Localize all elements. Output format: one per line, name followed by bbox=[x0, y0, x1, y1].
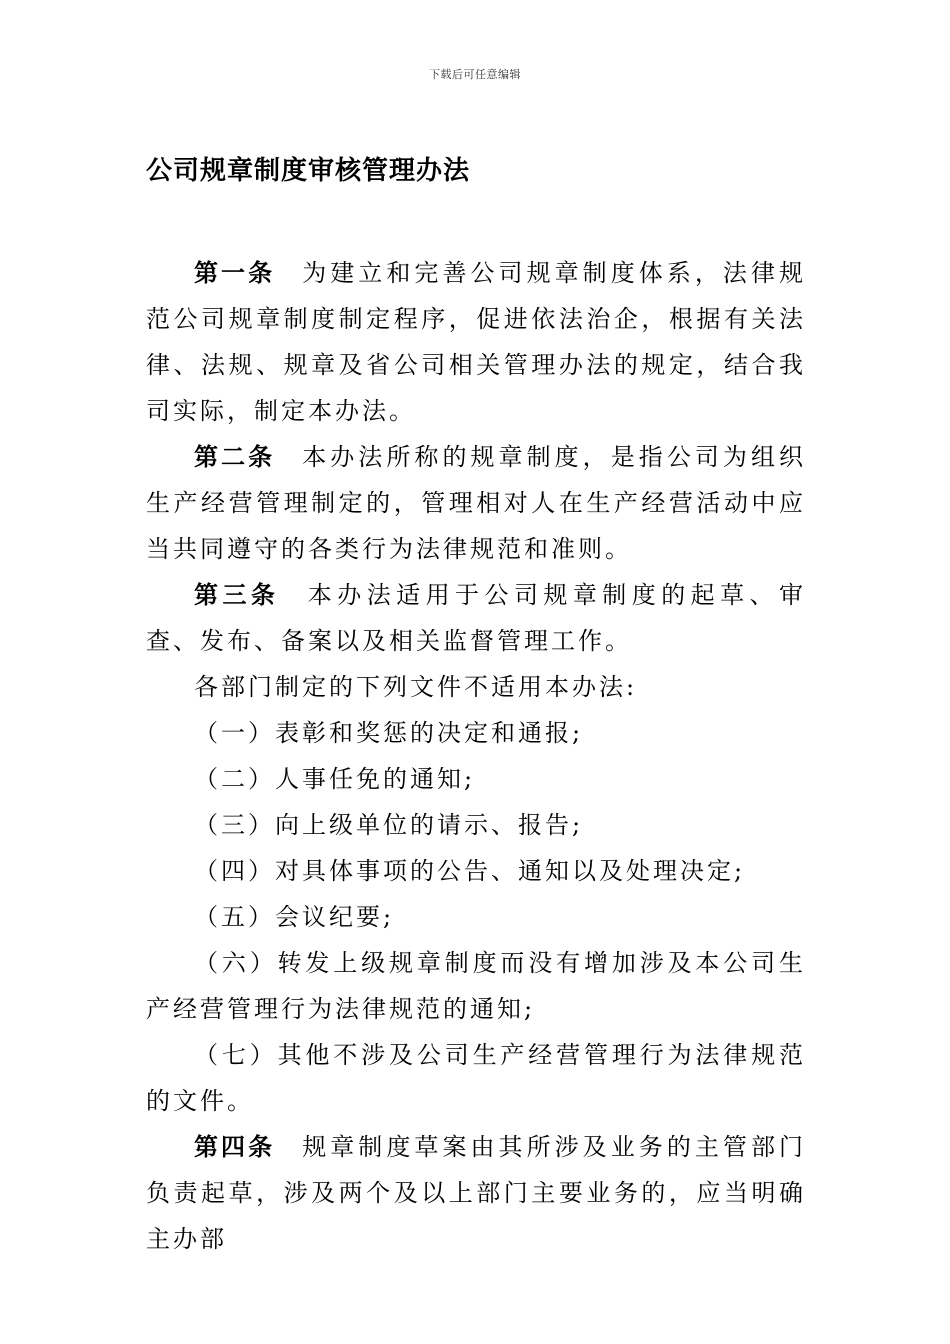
exclusion-item-2: （二）人事任免的通知; bbox=[194, 765, 476, 793]
article-3-text: 本办法适用于公司规章制度的起草、审查、发布、备案以及相关监督管理工作。 bbox=[146, 581, 807, 655]
exclusion-item-6: （六）转发上级规章制度而没有增加涉及本公司生产经营管理行为法律规范的通知; bbox=[146, 949, 806, 1023]
exclusion-item-7: （七）其他不涉及公司生产经营管理行为法律规范的文件。 bbox=[146, 1041, 806, 1115]
article-2-text: 本办法所称的规章制度，是指公司为组织生产经营管理制定的，管理相对人在生产经营活动中应当共同遵守的各类行为法律规范和准则。 bbox=[146, 443, 807, 563]
article-3 bbox=[146, 572, 806, 664]
exclusion-item-5: （五）会议纪要; bbox=[194, 903, 395, 931]
exclusion-item-3: （三）向上级单位的请示、报告; bbox=[194, 811, 584, 839]
article-4-text: 规章制度草案由其所涉及业务的主管部门负责起草，涉及两个及以上部门主要业务的，应当明确主办部 bbox=[146, 1133, 807, 1253]
exclusion-item-4: （四）对具体事项的公告、通知以及处理决定; bbox=[194, 857, 746, 885]
article-1-label: 第一条 bbox=[194, 259, 276, 287]
article-3-label: 第三条 bbox=[194, 581, 280, 609]
document-body bbox=[146, 250, 806, 1262]
exclusion-item-1: （一）表彰和奖惩的决定和通报; bbox=[194, 719, 584, 747]
article-4-label: 第四条 bbox=[194, 1133, 276, 1161]
document-title: 公司规章制度审核管理办法 bbox=[146, 156, 471, 186]
article-1 bbox=[146, 250, 806, 434]
header-note: 下载后可任意编辑 bbox=[429, 68, 521, 81]
article-2 bbox=[146, 434, 806, 572]
article-4 bbox=[146, 1124, 806, 1262]
article-2-label: 第二条 bbox=[194, 443, 276, 471]
article-1-text: 为建立和完善公司规章制度体系，法律规范公司规章制度制定程序，促进依法治企，根据有关法律、法规、规章及省公司相关管理办法的规定，结合我司实际，制定本办法。 bbox=[146, 259, 807, 425]
exclusion-intro: 各部门制定的下列文件不适用本办法: bbox=[194, 673, 638, 701]
